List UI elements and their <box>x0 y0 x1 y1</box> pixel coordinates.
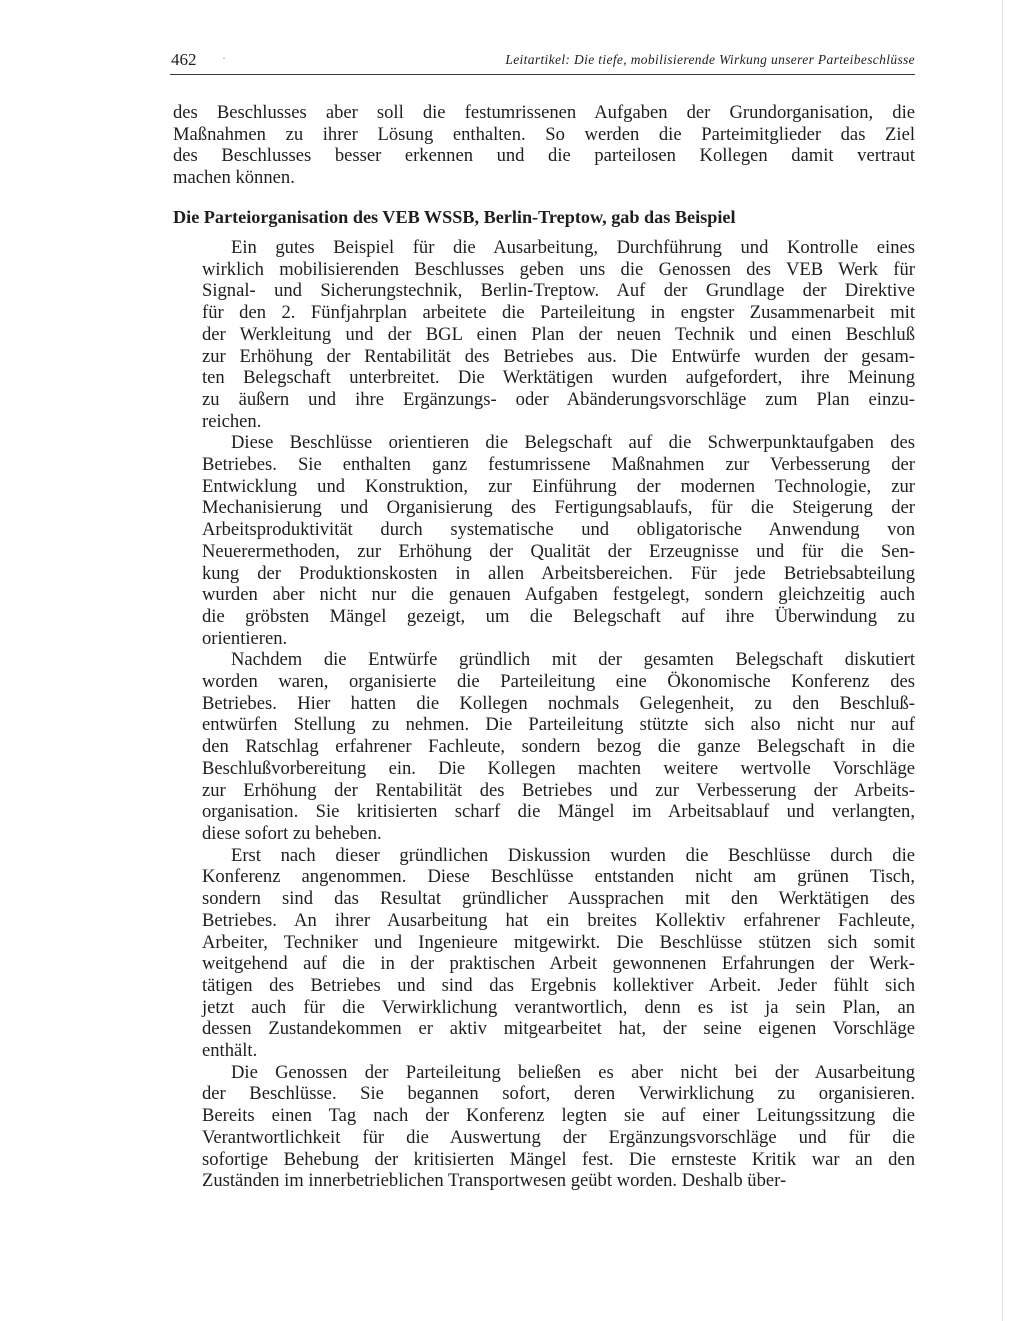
body-paragraph <box>173 845 915 1062</box>
text-line: Betriebes. Hier hatten die Kollegen nochmals Gelegenheit, zu den Beschluß- <box>202 692 915 714</box>
text-line: Konferenz angenommen. Diese Beschlüsse entstanden nicht am grünen Tisch, <box>202 866 915 888</box>
text-line: tätigen des Betriebes und sind das Ergebnis kollektiver Arbeit. Jeder fühlt sich <box>202 974 915 996</box>
text-line: zur Erhöhung der Rentabilität des Betriebes aus. Die Entwürfe wurden der gesam- <box>202 345 915 367</box>
text-line: des Beschlusses aber soll die festumrissenen Aufgaben der Grundorganisation, die <box>173 102 915 123</box>
text-line: diese sofort zu beheben. <box>202 822 382 844</box>
running-head <box>170 48 915 75</box>
text-line: sondern sind das Resultat gründlicher Aussprachen mit den Werktätigen des <box>202 888 915 910</box>
text-line: Beschlußvorbereitung ein. Die Kollegen machten weitere wertvolle Vorschläge <box>202 757 915 779</box>
text-line: reichen. <box>202 410 262 432</box>
text-line: Die Genossen der Parteileitung beließen es aber nicht bei der Ausarbeitung <box>231 1061 915 1083</box>
text-line: zur Erhöhung der Rentabilität des Betriebes und zur Verbesserung der Arbeits- <box>202 779 915 801</box>
text-line: Betriebes. An ihrer Ausarbeitung hat ein breites Kollektiv erfahrener Fachleute, <box>202 909 915 931</box>
article-body <box>173 237 915 1192</box>
text-line: jetzt auch für die Verwirklichung verantwortlich, denn es ist ja sein Plan, an <box>202 996 915 1018</box>
text-line: Entwicklung und Konstruktion, zur Einführung der modernen Technologie, zur <box>202 475 915 497</box>
text-line: Zuständen im innerbetrieblichen Transportwesen geübt worden. Deshalb über- <box>202 1170 787 1192</box>
body-paragraph <box>173 1062 915 1192</box>
intro-block <box>173 102 915 189</box>
text-line: machen können. <box>173 167 295 189</box>
text-line: ten Belegschaft unterbreitet. Die Werktätigen wurden aufgefordert, ihre Meinung <box>202 367 915 389</box>
text-line: Neuerermethoden, zur Erhöhung der Qualität der Erzeugnisse und für die Sen- <box>202 540 915 562</box>
text-line: den Ratschlag erfahrener Fachleute, sondern bezog die ganze Belegschaft in die <box>202 736 915 758</box>
text-line: orientieren. <box>202 627 288 649</box>
text-line: Nachdem die Entwürfe gründlich mit der gesamten Belegschaft diskutiert <box>231 649 915 671</box>
section-heading: Die Parteiorganisation des VEB WSSB, Berlin-Treptow, gab das Beispiel <box>173 207 736 227</box>
text-line: Maßnahmen zu ihrer Lösung enthalten. So werden die Parteimitglieder das Ziel <box>173 123 915 145</box>
intro-paragraph <box>173 102 915 189</box>
text-line: wirklich mobilisierenden Beschlusses geben uns die Genossen des VEB Werk für <box>202 258 915 280</box>
text-line: sofortige Behebung der kritisierten Mängel fest. Die ernsteste Kritik war an den <box>202 1148 915 1170</box>
text-line: Arbeiter, Techniker und Ingenieure mitgewirkt. Die Beschlüsse stützen sich somit <box>202 931 915 953</box>
text-line: dessen Zustandekommen er aktiv mitgearbeitet hat, der seine eigenen Vorschläge <box>202 1018 915 1040</box>
text-line: zu äußern und ihre Ergänzungs- oder Abänderungsvorschläge zum Plan einzu- <box>202 388 915 410</box>
text-line: des Beschlusses besser erkennen und die parteilosen Kollegen damit vertraut <box>173 145 915 167</box>
text-line: Bereits einen Tag nach der Konferenz legten sie auf einer Leitungssitzung die <box>202 1105 915 1127</box>
text-line: Mechanisierung und Organisierung des Fertigungsablaufs, für die Steigerung der <box>202 497 915 519</box>
text-line: die gröbsten Mängel gezeigt, um die Belegschaft auf ihre Überwindung zu <box>202 605 915 627</box>
text-line: der Werkleitung und der BGL einen Plan der neuen Technik und einen Beschluß <box>202 323 915 345</box>
text-line: wurden aber nicht nur die genauen Aufgaben festgelegt, sondern gleichzeitig auch <box>202 584 915 606</box>
text-line: Signal- und Sicherungstechnik, Berlin-Treptow. Auf der Grundlage der Direktive <box>202 280 915 302</box>
text-line: Diese Beschlüsse orientieren die Belegschaft auf die Schwerpunktaufgaben des <box>231 432 915 454</box>
text-line: Verantwortlichkeit für die Auswertung der Ergänzungsvorschläge und für die <box>202 1126 915 1148</box>
text-line: Erst nach dieser gründlichen Diskussion wurden die Beschlüsse durch die <box>231 844 915 866</box>
body-paragraph <box>173 432 915 649</box>
page-number-mark: · <box>222 51 226 65</box>
text-line: Betriebes. Sie enthalten ganz festumrissene Maßnahmen zur Verbesserung der <box>202 454 915 476</box>
text-line: Ein gutes Beispiel für die Ausarbeitung, Durchführung und Kontrolle eines <box>231 237 915 258</box>
text-line: worden waren, organisierte die Parteileitung eine Ökonomische Konferenz des <box>202 671 915 693</box>
text-line: für den 2. Fünfjahrplan arbeitete die Parteileitung in engster Zusammenarbeit mit <box>202 302 915 324</box>
text-line: der Beschlüsse. Sie begannen sofort, deren Verwirklichung zu organisieren. <box>202 1083 915 1105</box>
page-number: 462 <box>171 50 197 69</box>
text-line: Arbeitsproduktivität durch systematische und obligatorische Anwendung von <box>202 519 915 541</box>
page-edge <box>1002 0 1003 1321</box>
text-line: organisation. Sie kritisierten scharf die Mängel im Arbeitsablauf und verlangten, <box>202 801 915 823</box>
text-line: weitgehend auf die in der praktischen Arbeit gewonnenen Erfahrungen der Werk- <box>202 953 915 975</box>
body-paragraph <box>173 649 915 844</box>
text-line: entwürfen Stellung zu nehmen. Die Parteileitung stützte sich also nicht nur auf <box>202 714 915 736</box>
body-paragraph <box>173 237 915 432</box>
text-line: enthält. <box>202 1040 258 1062</box>
text-line: kung der Produktionskosten in allen Arbeitsbereichen. Für jede Betriebsabteilung <box>202 562 915 584</box>
running-title: Leitartikel: Die tiefe, mobilisierende Wirkung unserer Parteibeschlüsse <box>505 52 915 67</box>
